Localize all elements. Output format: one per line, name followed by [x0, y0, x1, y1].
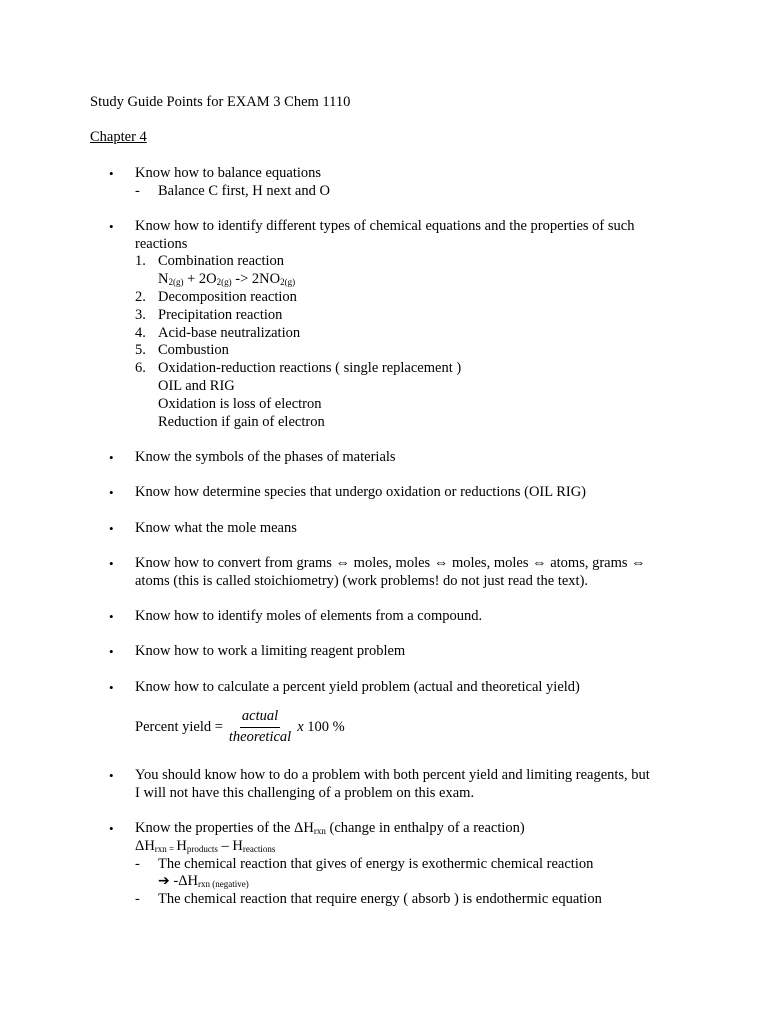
numbered-item [135, 289, 690, 307]
text: - [135, 855, 140, 872]
numbered-item [135, 253, 690, 271]
bullet-icon: • [109, 644, 114, 660]
chemical-equation [135, 271, 690, 289]
list-item [90, 767, 690, 803]
exothermic-sign [135, 873, 690, 891]
redox-note: Oxidation is loss of electron [158, 395, 322, 412]
document-title: Study Guide Points for EXAM 3 Chem 1110 [90, 94, 351, 110]
text: 2(g) [280, 277, 296, 288]
sub-item [135, 891, 690, 909]
text: rxn [313, 826, 326, 837]
text: 100 % [307, 718, 345, 735]
text: 1. [135, 253, 146, 270]
text: Oxidation-reduction reactions ( single replacement ) [158, 360, 462, 377]
list-item [90, 643, 690, 661]
text: 4. [135, 324, 146, 341]
text: - [135, 891, 140, 908]
document-page [90, 94, 690, 909]
text: I will not have this challenging of a problem on this exam. [135, 784, 475, 801]
bullet-icon: • [109, 679, 114, 695]
text: rxn (negative) [197, 879, 249, 890]
sub-item [135, 856, 690, 874]
redox-note: Reduction if gain of electron [158, 413, 325, 430]
numbered-item [135, 360, 690, 378]
text: 3. [135, 306, 146, 323]
text: You should know how to do a problem with both percent yield and limiting reagents, but [135, 766, 650, 783]
percent-yield-formula [90, 708, 690, 747]
list-item [90, 449, 690, 467]
chapter-heading: Chapter 4 [90, 129, 147, 145]
bullet-icon: • [109, 165, 114, 181]
text: rxn [154, 843, 167, 854]
text: Know how determine species that undergo oxidation or reductions (OIL RIG) [135, 484, 587, 501]
redox-note: OIL and RIG [158, 378, 235, 395]
text: Precipitation reaction [158, 306, 283, 323]
text: – [217, 837, 233, 854]
text: 2. [135, 289, 146, 306]
text: Acid-base neutralization [158, 324, 301, 341]
text: x [297, 718, 304, 735]
text: atoms (this is called stoichiometry) (work problems! do not just read the text). [135, 572, 589, 589]
list-item [90, 679, 690, 697]
text: Know the symbols of the phases of materials [135, 448, 396, 465]
text: reactions [135, 235, 188, 252]
list-item [90, 520, 690, 538]
bullet-icon: • [109, 218, 114, 234]
text: -> 2NO [231, 271, 281, 288]
text: Balance C first, H next and O [158, 182, 330, 199]
text: Know how to convert from grams ⇔ moles, moles ⇔ moles, moles ⇔ atoms, grams ⇔ [135, 554, 646, 571]
numbered-item [135, 325, 690, 343]
text: Know how to balance equations [135, 164, 322, 181]
text: Know how to work a limiting reagent problem [135, 643, 406, 660]
text: Know how to calculate a percent yield problem (actual and theoretical yield) [135, 678, 580, 695]
text: Decomposition reaction [158, 289, 297, 306]
text: N [158, 271, 169, 288]
bullet-icon: • [109, 449, 114, 465]
text: The chemical reaction that gives of energy is exothermic chemical reaction [158, 855, 594, 872]
bullet-icon: • [109, 767, 114, 783]
list-item [90, 218, 690, 432]
list-item [90, 555, 690, 591]
bullet-icon: • [109, 520, 114, 536]
text: ΔH [135, 837, 155, 854]
text: Know how to identify moles of elements from a compound. [135, 607, 483, 624]
bullet-icon: • [109, 485, 114, 501]
text: theoretical [228, 729, 292, 746]
numbered-item [135, 342, 690, 360]
text: Know how to identify different types of chemical equations and the properties of such [135, 217, 635, 234]
text: Combustion [158, 342, 229, 359]
text: Combination reaction [158, 253, 285, 270]
text: The chemical reaction that require energy ( absorb ) is endothermic equation [158, 891, 602, 908]
sub-item [135, 183, 690, 201]
bullet-icon: • [109, 821, 114, 837]
enthalpy-equation [135, 838, 690, 856]
bullet-icon: • [109, 608, 114, 624]
text: Percent yield = [135, 718, 223, 735]
text: actual [240, 708, 280, 728]
list-item [90, 165, 690, 201]
text: = [166, 843, 177, 854]
text: - [135, 182, 140, 199]
list-item [90, 484, 690, 502]
list-item [90, 820, 690, 909]
list-item [90, 608, 690, 626]
text: 2(g) [168, 277, 184, 288]
text: 2(g) [216, 277, 232, 288]
text: H [176, 837, 187, 854]
text: 5. [135, 342, 146, 359]
text: + 2O [183, 271, 217, 288]
fraction [227, 708, 293, 747]
text: products [186, 843, 218, 854]
text: 6. [135, 360, 146, 377]
text: H [232, 837, 243, 854]
arrow-right-icon: ➔ [158, 873, 170, 890]
text: -ΔH [169, 873, 198, 890]
bullet-icon: • [109, 555, 114, 571]
text: (change in enthalpy of a reaction) [325, 820, 525, 837]
text: reactions [242, 843, 276, 854]
text: Know the properties of the ΔH [135, 820, 314, 837]
numbered-item [135, 307, 690, 325]
text: Know what the mole means [135, 519, 297, 536]
